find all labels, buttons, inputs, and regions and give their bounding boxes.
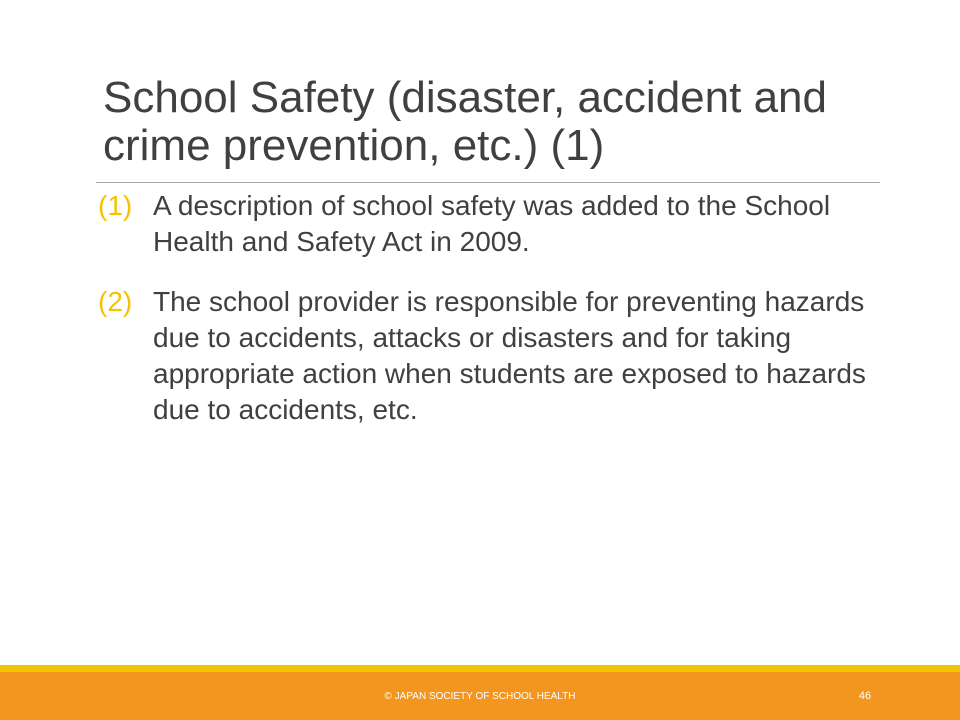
slide-title: School Safety (disaster, accident and crime prevention, etc.) (1)	[103, 73, 827, 170]
list-marker: (2)	[98, 286, 133, 317]
list-item-text: A description of school safety was added to the School Health and Safety Act in 2009.	[153, 190, 831, 257]
title-divider	[96, 182, 880, 183]
list-item	[96, 284, 876, 428]
list-marker: (1)	[98, 190, 133, 221]
body-list	[96, 188, 876, 452]
list-item	[96, 188, 876, 260]
list-item-text: The school provider is responsible for preventing hazards due to accidents, attacks or disasters and for taking appropriate action when students are exposed to hazards due to accidents, etc.	[153, 286, 866, 425]
footer-copyright: © JAPAN SOCIETY OF SCHOOL HEALTH	[384, 691, 576, 702]
page-number: 46	[858, 690, 872, 702]
footer-stripe	[0, 665, 960, 672]
